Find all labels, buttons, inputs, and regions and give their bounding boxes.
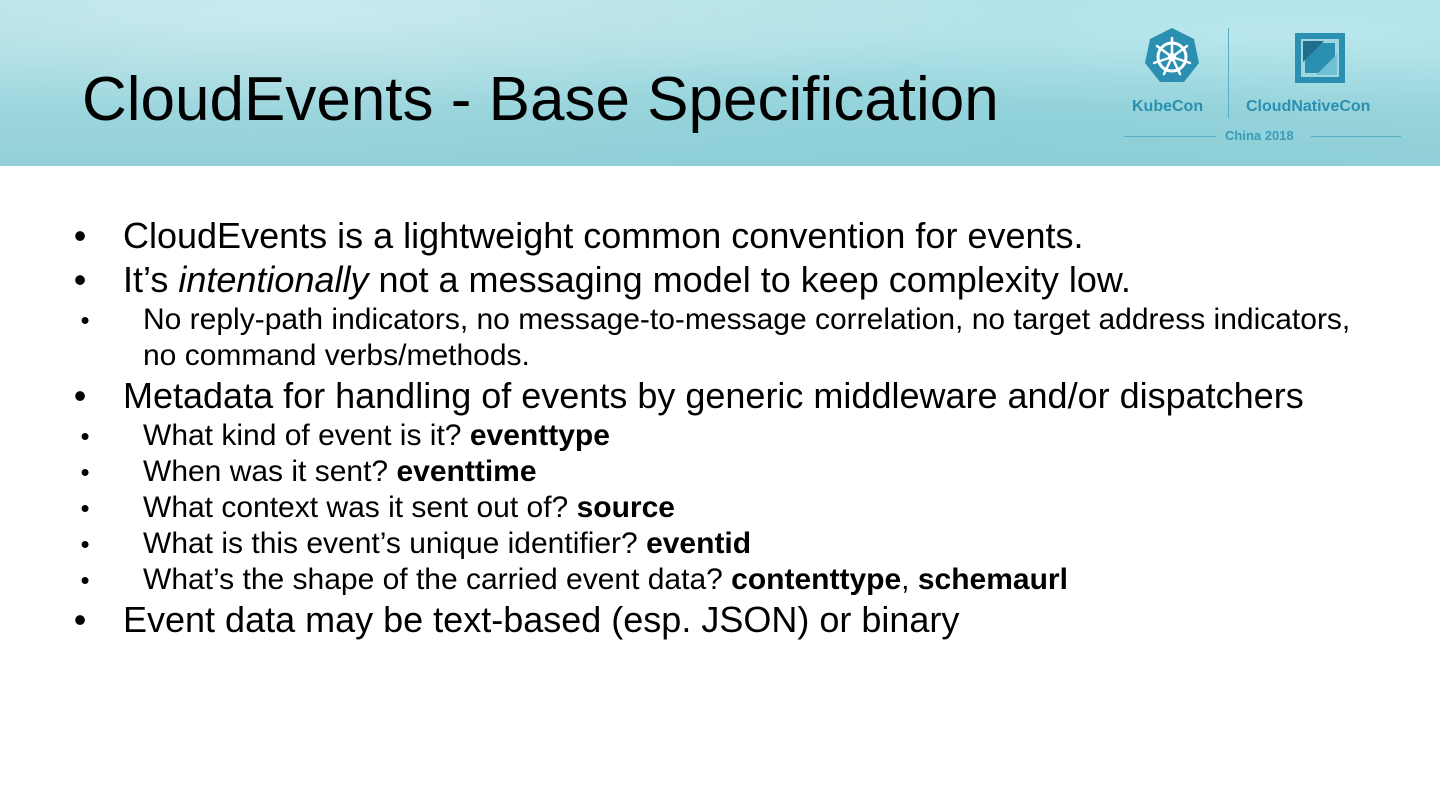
logo-year-text: China 2018: [1225, 128, 1294, 143]
bullet-marker: •: [73, 599, 87, 640]
cloudnativecon-text: CloudNativeCon: [1246, 98, 1371, 115]
bullet-text: [123, 259, 1131, 300]
bullet-marker: •: [73, 259, 87, 300]
kubecon-cloudnativecon-logo: [1118, 22, 1408, 152]
attribute-separator: ,: [901, 563, 918, 596]
kubecon-text: KubeCon: [1132, 98, 1204, 115]
sub-bullet-item: [70, 490, 1390, 526]
attribute-name: source: [576, 491, 675, 524]
bullet-marker: •: [80, 565, 90, 595]
sub-bullet-text: No reply-path indicators, no message-to-message correlation, no target address indicators, no command verbs/methods.: [143, 303, 1351, 372]
bullet-marker: •: [73, 375, 87, 416]
bullet-text: Metadata for handling of events by generic middleware and/or dispatchers: [123, 375, 1304, 416]
logo-divider: [1228, 28, 1229, 118]
bullet-item: [70, 214, 1390, 258]
sub-bullet-question: What’s the shape of the carried event data?: [143, 563, 732, 596]
slide-body: [70, 214, 1390, 642]
sub-bullet-question: What is this event’s unique identifier?: [143, 527, 647, 560]
sub-bullet-item: [70, 526, 1390, 562]
attribute-name: contenttype: [731, 563, 902, 596]
sub-bullet-question: What kind of event is it?: [143, 419, 470, 452]
bullet-item: [70, 258, 1390, 302]
bullet-list: [70, 214, 1390, 642]
bullet-marker: •: [73, 215, 87, 256]
bullet-text: Event data may be text-based (esp. JSON) or binary: [123, 599, 960, 640]
bullet-text: CloudEvents is a lightweight common convention for events.: [123, 215, 1084, 256]
bullet-item: [70, 598, 1390, 642]
bullet-marker: •: [80, 493, 90, 523]
bullet-text-pre: It’s: [123, 259, 179, 300]
attribute-name: eventtime: [396, 455, 537, 488]
sub-bullet-item: [70, 418, 1390, 454]
sub-bullet-item: [70, 454, 1390, 490]
bullet-text-post: not a messaging model to keep complexity low.: [368, 259, 1131, 300]
bullet-marker: •: [80, 421, 90, 451]
logo-rule-left: [1124, 136, 1216, 137]
sub-bullet-question: When was it sent?: [143, 455, 397, 488]
bullet-marker: •: [80, 457, 90, 487]
sub-bullet-item: [70, 302, 1390, 374]
sub-bullet-question: What context was it sent out of?: [143, 491, 577, 524]
slide-title: CloudEvents - Base Specification: [82, 65, 999, 134]
bullet-marker: •: [80, 529, 90, 559]
attribute-name: eventtype: [469, 419, 610, 452]
attribute-name: eventid: [646, 527, 752, 560]
kubernetes-wheel-icon: [1142, 26, 1202, 88]
slide-header: [0, 0, 1440, 166]
attribute-name: schemaurl: [917, 563, 1068, 596]
sub-bullet-item: [70, 562, 1390, 598]
bullet-marker: •: [80, 305, 90, 335]
logo-rule-right: [1311, 136, 1401, 137]
cncf-icon: [1294, 32, 1346, 84]
bullet-item: [70, 374, 1390, 418]
bullet-text-emphasis: intentionally: [178, 259, 369, 300]
